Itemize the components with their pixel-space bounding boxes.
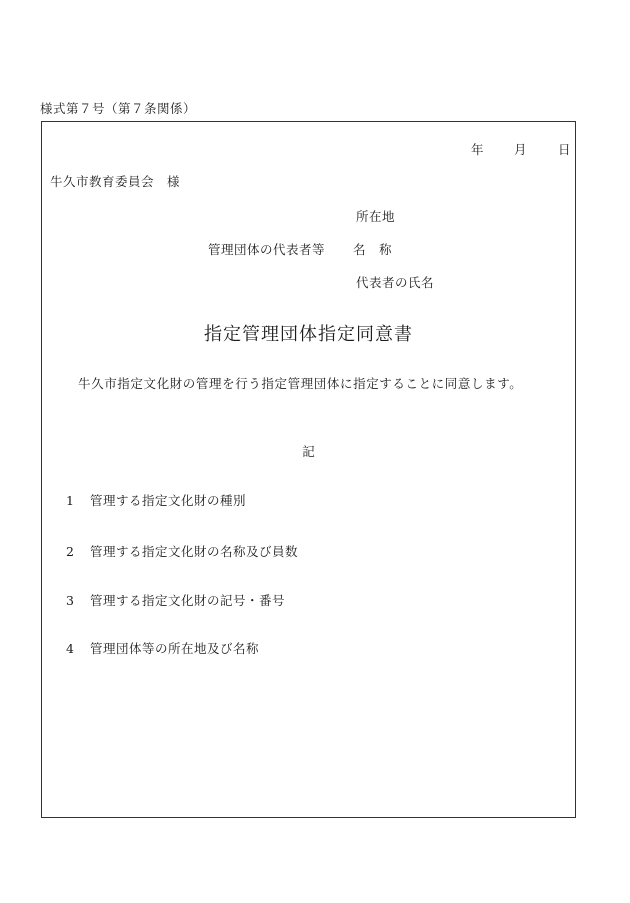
item-text: 管理する指定文化財の種別 (90, 493, 247, 508)
list-item (66, 639, 259, 657)
date-month-label: 月 (514, 142, 528, 157)
list-item (66, 491, 246, 509)
date-year-label: 年 (471, 142, 485, 157)
ki-heading: 記 (302, 444, 315, 459)
document-frame (41, 121, 576, 818)
consent-statement: 牛久市指定文化財の管理を行う指定管理団体に指定することに同意します。 (78, 376, 523, 391)
form-number-label: 様式第７号（第７条関係） (40, 101, 197, 116)
name-label: 名 称 (353, 242, 393, 257)
address-label: 所在地 (356, 209, 396, 224)
representative-name-label: 代表者の氏名 (356, 275, 435, 290)
item-text: 管理する指定文化財の記号・番号 (90, 593, 286, 608)
item-text: 管理団体等の所在地及び名称 (90, 641, 260, 656)
item-text: 管理する指定文化財の名称及び員数 (90, 544, 299, 559)
date-day-label: 日 (558, 142, 572, 157)
item-number: 4 (66, 641, 75, 656)
document-title: 指定管理団体指定同意書 (204, 324, 413, 345)
item-number: 1 (66, 493, 75, 508)
item-number: 2 (66, 544, 75, 559)
addressee: 牛久市教育委員会 様 (50, 174, 181, 189)
list-item (66, 591, 285, 609)
item-number: 3 (66, 593, 75, 608)
list-item (66, 542, 298, 560)
representative-group-label: 管理団体の代表者等 (208, 242, 326, 257)
